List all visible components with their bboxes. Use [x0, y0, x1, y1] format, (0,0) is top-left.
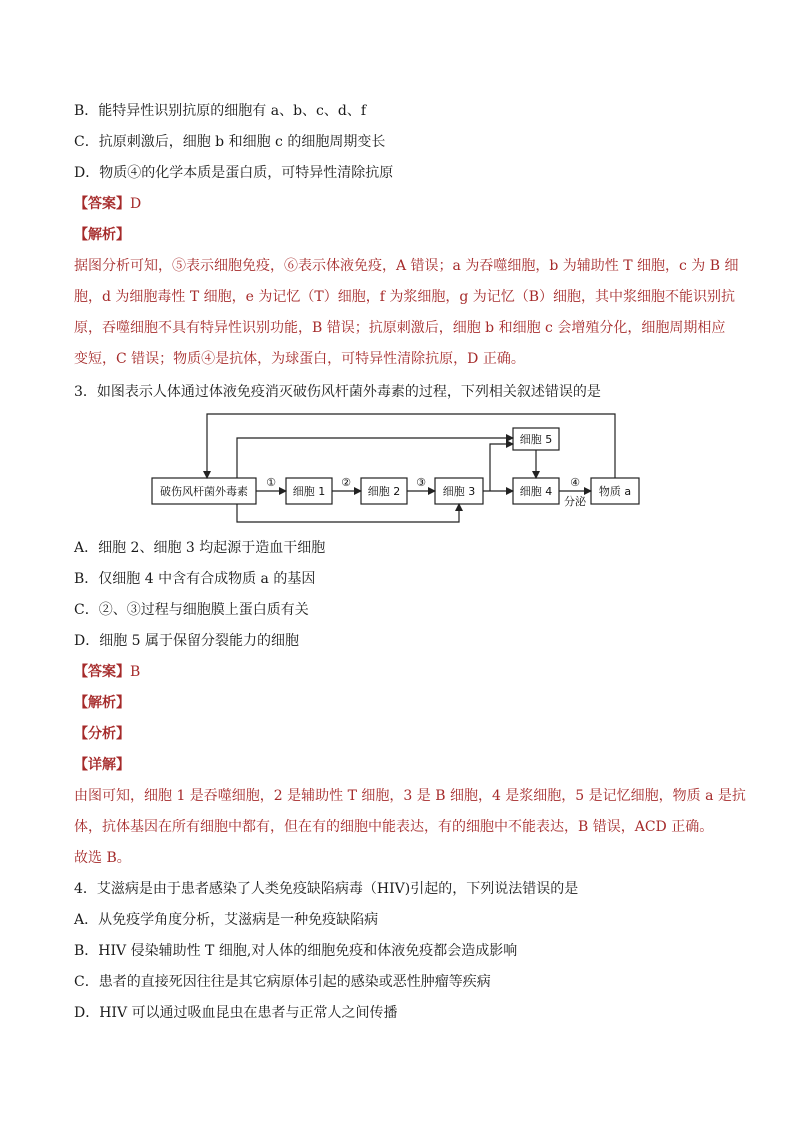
answer-tag: 【答案】: [74, 664, 130, 680]
secrete-label: 分泌: [564, 495, 586, 508]
q4-option-a: A．从免疫学角度分析，艾滋病是一种免疫缺陷病: [74, 912, 379, 928]
answer-value: D: [130, 196, 142, 212]
q3-option-d: D．细胞 5 属于保留分裂能力的细胞: [74, 633, 300, 649]
q3-detail-tag: 【详解】: [74, 757, 130, 773]
q3-stem: 3．如图表示人体通过体液免疫消灭破伤风杆菌外毒素的过程，下列相关叙述错误的是: [74, 384, 601, 400]
q2-analysis-tag: 【解析】: [74, 227, 130, 243]
answer-value: B: [130, 664, 141, 680]
toxin-label: 破伤风杆菌外毒素: [160, 485, 248, 498]
q2-analysis-text: [74, 251, 739, 375]
detail-line: 体，抗体基因在所有细胞中都有，但在有的细胞中能表达，有的细胞中不能表达，B 错误，ACD 正确。: [74, 819, 714, 835]
detail-line: 由图可知，细胞 1 是吞噬细胞，2 是辅助性 T 细胞，3 是 B 细胞，4 是浆细胞，5 是记忆细胞，物质 a 是抗: [74, 788, 746, 804]
step-4-marker: ④: [570, 476, 580, 489]
cell1-label: 细胞 1: [292, 485, 326, 498]
cell2-label: 细胞 2: [367, 485, 401, 498]
q3-option-a: A．细胞 2、细胞 3 均起源于造血干细胞: [74, 540, 326, 556]
cell3-label: 细胞 3: [442, 485, 476, 498]
q3-analysis-tag: 【解析】: [74, 695, 130, 711]
q3-answer-line: [74, 662, 140, 682]
q2-answer-line: [74, 194, 141, 214]
q2-option-b: B．能特异性识别抗原的细胞有 a、b、c、d、f: [74, 103, 367, 119]
cell4-label: 细胞 4: [519, 485, 553, 498]
step-2-marker: ②: [341, 476, 351, 489]
q4-stem: 4．艾滋病是由于患者感染了人类免疫缺陷病毒（HIV)引起的，下列说法错误的是: [74, 881, 579, 897]
q3-detail-text: [74, 781, 746, 874]
analysis-line: 原，吞噬细胞不具有特异性识别功能，B 错误；抗原刺激后，细胞 b 和细胞 c 会增殖分化，细胞周期相应: [74, 320, 726, 336]
immune-process-diagram: [147, 408, 647, 528]
analysis-line: 据图分析可知，⑤表示细胞免疫，⑥表示体液免疫，A 错误；a 为吞噬细胞，b 为辅助性 T 细胞，c 为 B 细: [74, 258, 739, 274]
analysis-line: 变短，C 错误；物质④是抗体，为球蛋白，可特异性清除抗原，D 正确。: [74, 351, 525, 367]
q4-option-d: D．HIV 可以通过吸血昆虫在患者与正常人之间传播: [74, 1005, 398, 1021]
analysis-line: 胞，d 为细胞毒性 T 细胞，e 为记忆（T）细胞，f 为浆细胞，g 为记忆（B）细胞，其中浆细胞不能识别抗: [74, 289, 736, 305]
detail-line: 故选 B。: [74, 850, 131, 866]
answer-tag: 【答案】: [74, 196, 130, 212]
q3-option-c: C．②、③过程与细胞膜上蛋白质有关: [74, 602, 309, 618]
q4-option-b: B．HIV 侵染辅助性 T 细胞,对人体的细胞免疫和体液免疫都会造成影响: [74, 943, 518, 959]
q3-fenxi-tag: 【分析】: [74, 726, 130, 742]
q4-option-c: C．患者的直接死因往往是其它病原体引起的感染或恶性肿瘤等疾病: [74, 974, 491, 990]
substance-a-label: 物质 a: [598, 485, 632, 498]
q2-option-c: C．抗原刺激后，细胞 b 和细胞 c 的细胞周期变长: [74, 134, 386, 150]
step-3-marker: ③: [416, 476, 426, 489]
step-1-marker: ①: [266, 476, 276, 489]
cell5-label: 细胞 5: [519, 433, 553, 446]
q3-option-b: B．仅细胞 4 中含有合成物质 a 的基因: [74, 571, 316, 587]
q2-option-d: D．物质④的化学本质是蛋白质，可特异性清除抗原: [74, 165, 394, 181]
